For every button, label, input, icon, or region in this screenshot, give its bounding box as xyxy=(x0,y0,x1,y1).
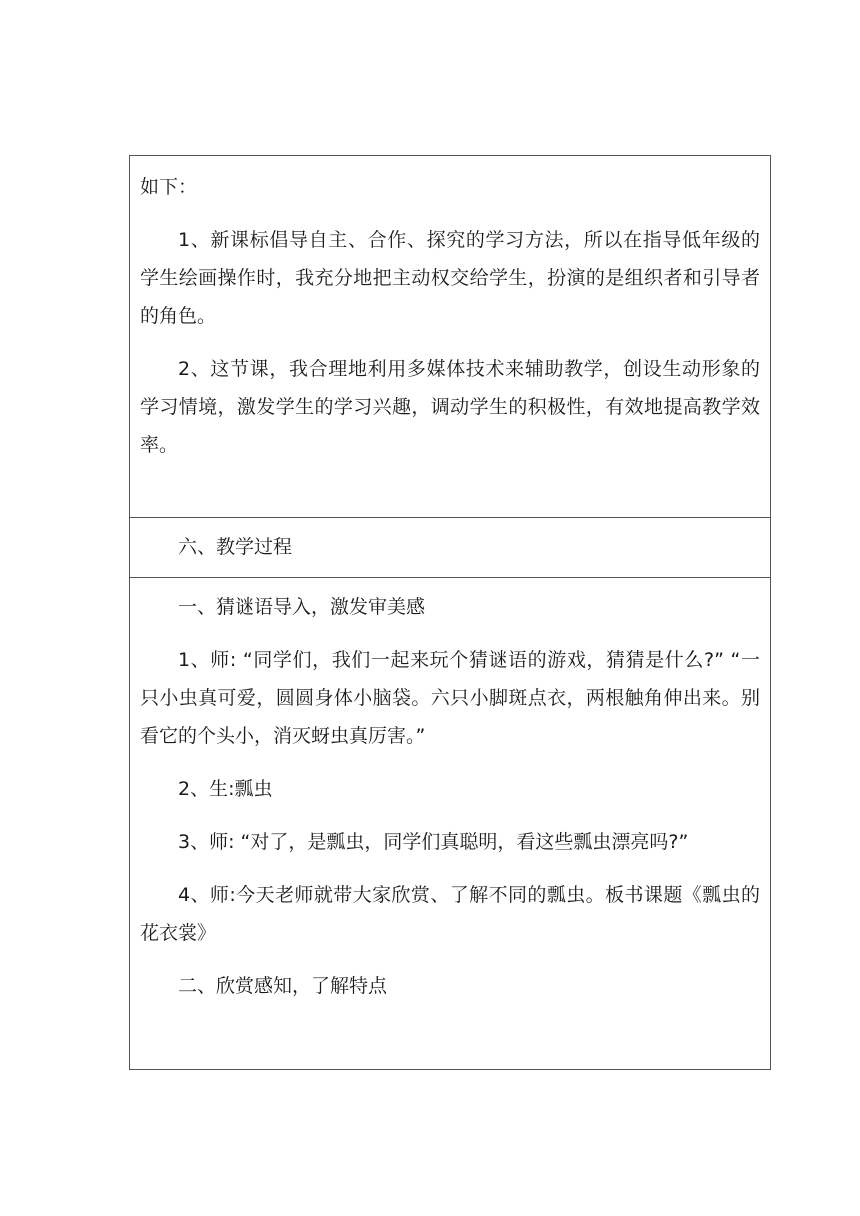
process-line-3: 3、师: “对了，是瓢虫，同学们真聪明，看这些瓢虫漂亮吗?” xyxy=(178,831,689,853)
step-1-title: 一、猜谜语导入，激发审美感 xyxy=(178,596,426,618)
intro-lead: 如下： xyxy=(140,176,198,198)
section-heading: 六、教学过程 xyxy=(178,536,293,558)
process-line-4: 4、师:今天老师就带大家欣赏、了解不同的瓢虫。板书课题《瓢虫的花衣裳》 xyxy=(140,884,760,944)
intro-point-1: 1、新课标倡导自主、合作、探究的学习方法，所以在指导低年级的学生绘画操作时，我充分地把主动权交给学生，扮演的是组织者和引导者的角色。 xyxy=(140,229,760,327)
heading-cell xyxy=(130,517,770,577)
document-table xyxy=(129,155,771,1070)
process-line-1: 1、师: “同学们，我们一起来玩个猜谜语的游戏，猜猜是什么?” “一只小虫真可爱，圆圆身体小脑袋。六只小脚斑点衣，两根触角伸出来。别看它的个头小，消灭蚜虫真厉害。” xyxy=(140,649,760,747)
process-line-2: 2、生:瓢虫 xyxy=(178,778,273,800)
process-cell xyxy=(130,577,770,1069)
intro-cell xyxy=(130,156,770,517)
intro-point-2: 2、这节课，我合理地利用多媒体技术来辅助教学，创设生动形象的学习情境，激发学生的学习兴趣，调动学生的积极性，有效地提高教学效率。 xyxy=(140,358,760,456)
step-2-title: 二、欣赏感知，了解特点 xyxy=(178,975,388,997)
